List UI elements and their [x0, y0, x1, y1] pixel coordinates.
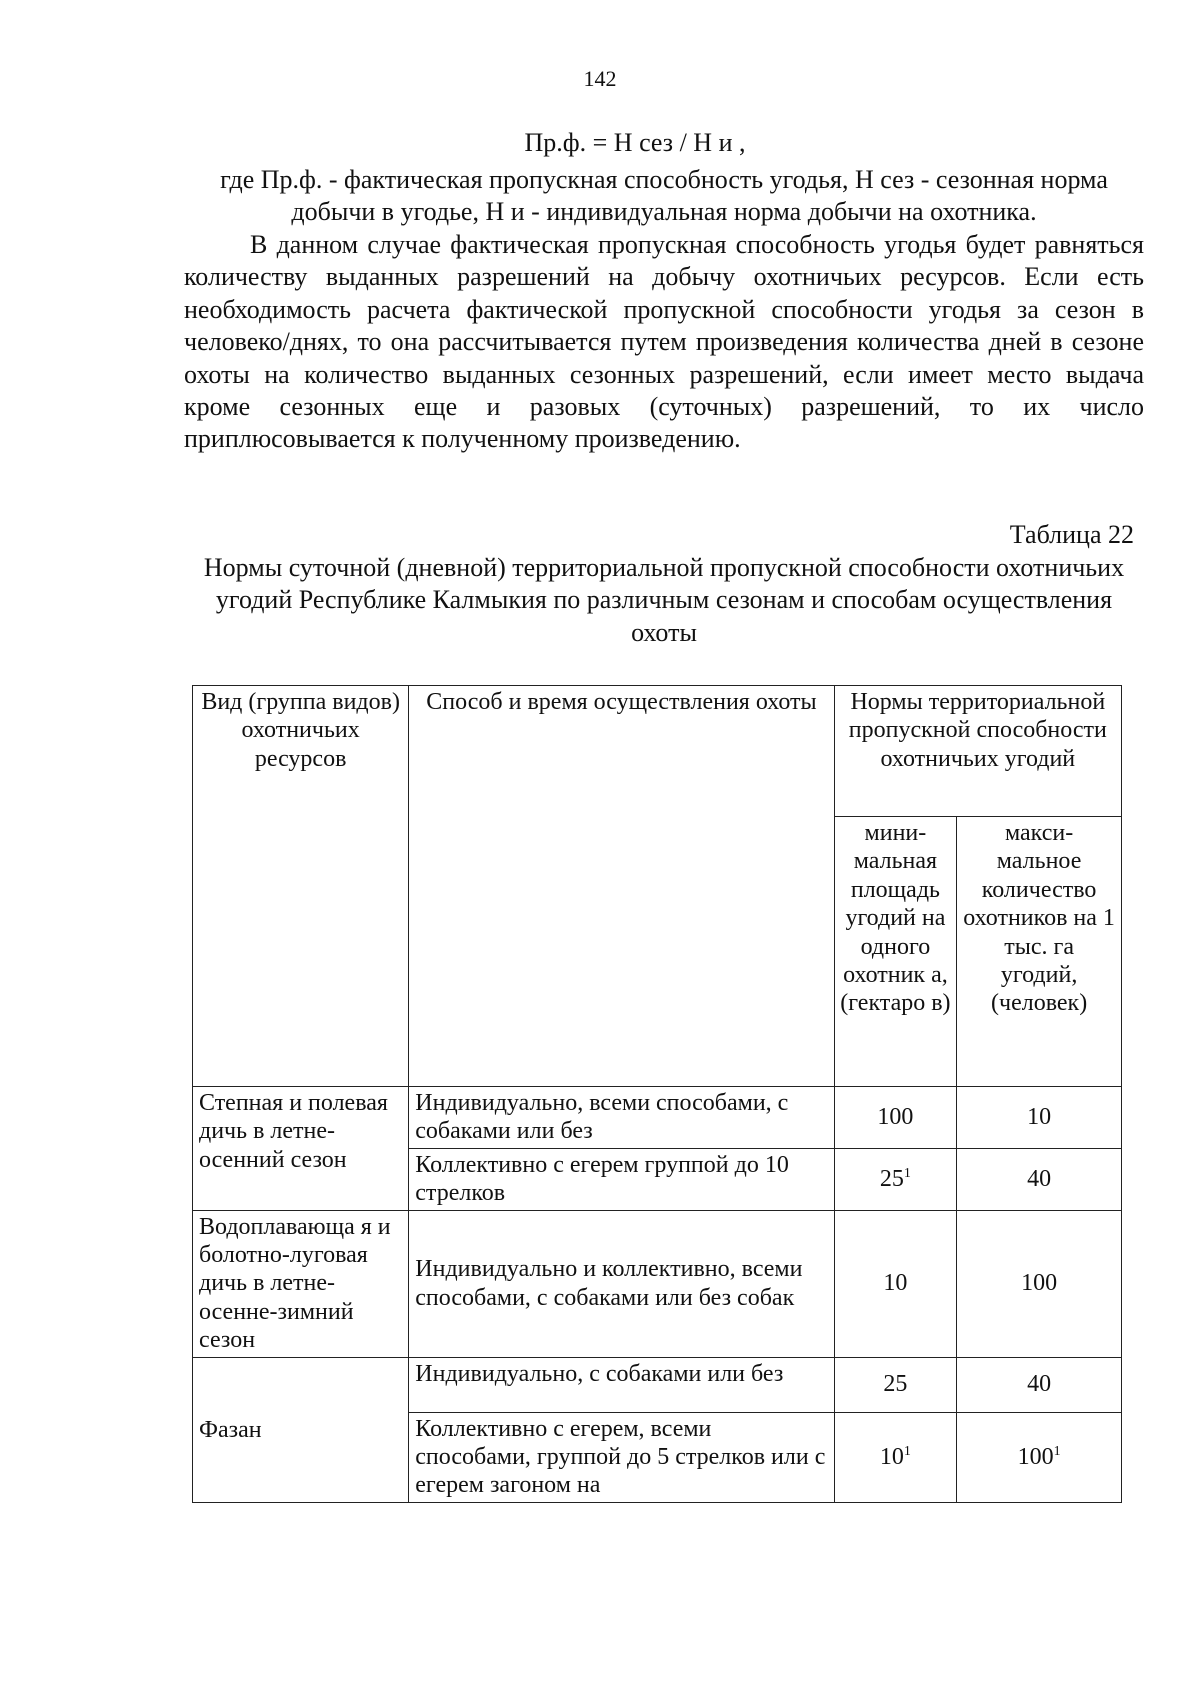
- cell-species: Степная и полевая дичь в летне-осенний сезон: [193, 1087, 409, 1211]
- header-method: Способ и время осуществления охоты: [409, 686, 834, 1087]
- table-row: [193, 1210, 1122, 1357]
- paragraph-definitions: где Пр.ф. - фактическая пропускная способность угодья, Н сез - сезонная норма добычи в угодье, Н и - индивидуальная норма добычи на охотника.: [220, 165, 1108, 227]
- cell-method: Коллективно с егерем, всеми способами, группой до 5 стрелков или с егерем загоном на: [409, 1412, 834, 1502]
- cell-method: Индивидуально, с собаками или без: [409, 1357, 834, 1412]
- table-label: Таблица 22: [1009, 520, 1134, 549]
- cell-min-area: $25^1$: [834, 1148, 957, 1210]
- cell-min-area: $10^1$: [834, 1412, 957, 1502]
- header-max-hunters: макси-мальное количество охотников на 1 тыс. га угодий, (человек): [957, 817, 1122, 1087]
- header-species: Вид (группа видов) охотничьих ресурсов: [193, 686, 409, 1087]
- header-min-area: мини-мальная площадь угодий на одного охотник а, (гектаро в): [834, 817, 957, 1087]
- paragraph-main: В данном случае фактическая пропускная способность угодья будет равняться количеству выданных разрешений на добычу охотничьих ресурсов. Если есть необходимость расчета фактической пропускной способности угодья за сезон в человеко/днях, то она рассчитывается путем произведения количества дней в сезоне охоты на количество выданных сезонных разрешений, если имеет место выдача кроме сезонных еще и разовых (суточных) разрешений, то их число приплюсовывается к полученному произведению.: [184, 230, 1144, 454]
- cell-species: Фазан: [193, 1357, 409, 1502]
- table-row: [193, 1357, 1122, 1412]
- cell-min-area: 25: [834, 1357, 957, 1412]
- norms-table: [192, 685, 1122, 1503]
- cell-method: Коллективно с егерем группой до 10 стрелков: [409, 1148, 834, 1210]
- header-norms: Нормы территориальной пропускной способности охотничьих угодий: [834, 686, 1121, 817]
- cell-max-hunters: 10: [957, 1087, 1122, 1149]
- cell-max-hunters: $100^1$: [957, 1412, 1122, 1502]
- cell-max-hunters: 100: [957, 1210, 1122, 1357]
- cell-min-area: 10: [834, 1210, 957, 1357]
- formula: Пр.ф. = Н сез / Н и ,: [524, 128, 746, 157]
- table-row: [193, 1087, 1122, 1149]
- cell-species: Водоплавающа я и болотно-луговая дичь в летне-осенне-зимний сезон: [193, 1210, 409, 1357]
- table-header-row: [193, 686, 1122, 817]
- cell-max-hunters: 40: [957, 1357, 1122, 1412]
- cell-max-hunters: 40: [957, 1148, 1122, 1210]
- cell-method: Индивидуально и коллективно, всеми способами, с собаками или без собак: [409, 1210, 834, 1357]
- page-number: 142: [583, 66, 617, 91]
- cell-method: Индивидуально, всеми способами, с собаками или без: [409, 1087, 834, 1149]
- cell-min-area: 100: [834, 1087, 957, 1149]
- table-title: Нормы суточной (дневной) территориальной пропускной способности охотничьих угодий Республике Калмыкия по различным сезонам и способам осуществления охоты: [203, 553, 1125, 647]
